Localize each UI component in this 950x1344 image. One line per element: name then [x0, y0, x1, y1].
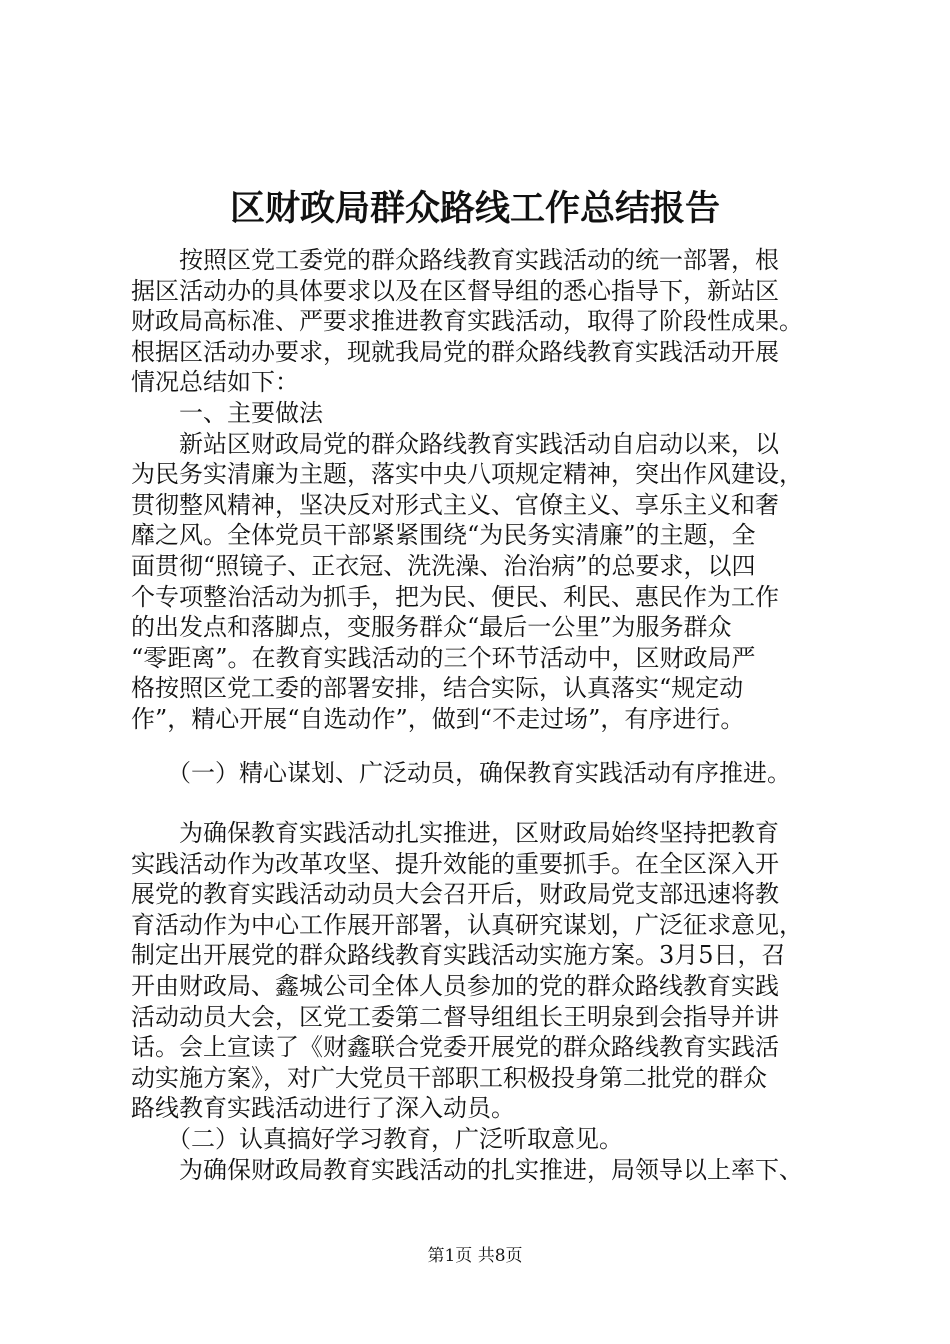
text-line: 路线教育实践活动进行了深入动员。	[131, 1094, 515, 1123]
text-line: 为确保财政局教育实践活动的扎实推进，局领导以上率下、	[131, 1155, 803, 1184]
text-line: 为民务实清廉为主题，落实中央八项规定精神，突出作风建设，	[131, 460, 803, 489]
text-line: 财政局高标准、严要求推进教育实践活动，取得了阶段性成果。	[131, 307, 803, 336]
text-line: 个专项整治活动为抓手，把为民、便民、利民、惠民作为工作	[131, 582, 779, 611]
text-line: 靡之风。全体党员干部紧紧围绕“为民务实清廉”的主题，全	[131, 521, 756, 550]
text-line: 贯彻整风精神，坚决反对形式主义、官僚主义、享乐主义和奢	[131, 490, 779, 519]
text-line: 制定出开展党的群众路线教育实践活动实施方案。3月5日，召	[131, 941, 786, 970]
subsection-heading: （二）认真搞好学习教育，广泛听取意见。	[131, 1124, 623, 1153]
page-footer: 第1页 共8页	[427, 1246, 523, 1266]
text-line: 活动动员大会，区党工委第二督导组组长王明泉到会指导并讲	[131, 1002, 779, 1031]
text-line: 实践活动作为改革攻坚、提升效能的重要抓手。在全区深入开	[131, 849, 779, 878]
subsection-heading: （一）精心谋划、广泛动员，确保教育实践活动有序推进。	[131, 759, 791, 787]
text-line: 按照区党工委党的群众路线教育实践活动的统一部署，根	[131, 246, 779, 274]
text-line: 展党的教育实践活动动员大会召开后，财政局党支部迅速将教	[131, 880, 779, 909]
text-line: 情况总结如下：	[131, 368, 299, 397]
text-line: 为确保教育实践活动扎实推进，区财政局始终坚持把教育	[131, 819, 779, 847]
text-line: 话。会上宣读了《财鑫联合党委开展党的群众路线教育实践活	[131, 1033, 779, 1062]
intro-block	[131, 245, 853, 735]
subsection-1-heading-block	[131, 758, 853, 789]
text-line: 面贯彻“照镜子、正衣冠、洗洗澡、治治病”的总要求，以四	[131, 551, 756, 580]
text-line: 的出发点和落脚点，变服务群众“最后一公里”为服务群众	[131, 613, 732, 642]
text-line: 作”，精心开展“自选动作”，做到“不走过场”，有序进行。	[131, 704, 745, 733]
document-title: 区财政局群众路线工作总结报告	[229, 188, 720, 229]
section-heading: 一、主要做法	[131, 398, 323, 427]
text-line: 育活动作为中心工作展开部署，认真研究谋划，广泛征求意见，	[131, 910, 803, 939]
subsection-1-body	[131, 818, 853, 1185]
text-line: “零距离”。在教育实践活动的三个环节活动中，区财政局严	[131, 643, 756, 672]
text-line: 格按照区党工委的部署安排，结合实际，认真落实“规定动	[131, 674, 744, 703]
text-line: 动实施方案》，对广大党员干部职工积极投身第二批党的群众	[131, 1063, 767, 1092]
text-line: 据区活动办的具体要求以及在区督导组的悉心指导下，新站区	[131, 276, 779, 305]
text-line: 新站区财政局党的群众路线教育实践活动自启动以来，以	[131, 429, 779, 458]
text-line: 开由财政局、鑫城公司全体人员参加的党的群众路线教育实践	[131, 971, 779, 1000]
text-line: 根据区活动办要求，现就我局党的群众路线教育实践活动开展	[131, 337, 779, 366]
